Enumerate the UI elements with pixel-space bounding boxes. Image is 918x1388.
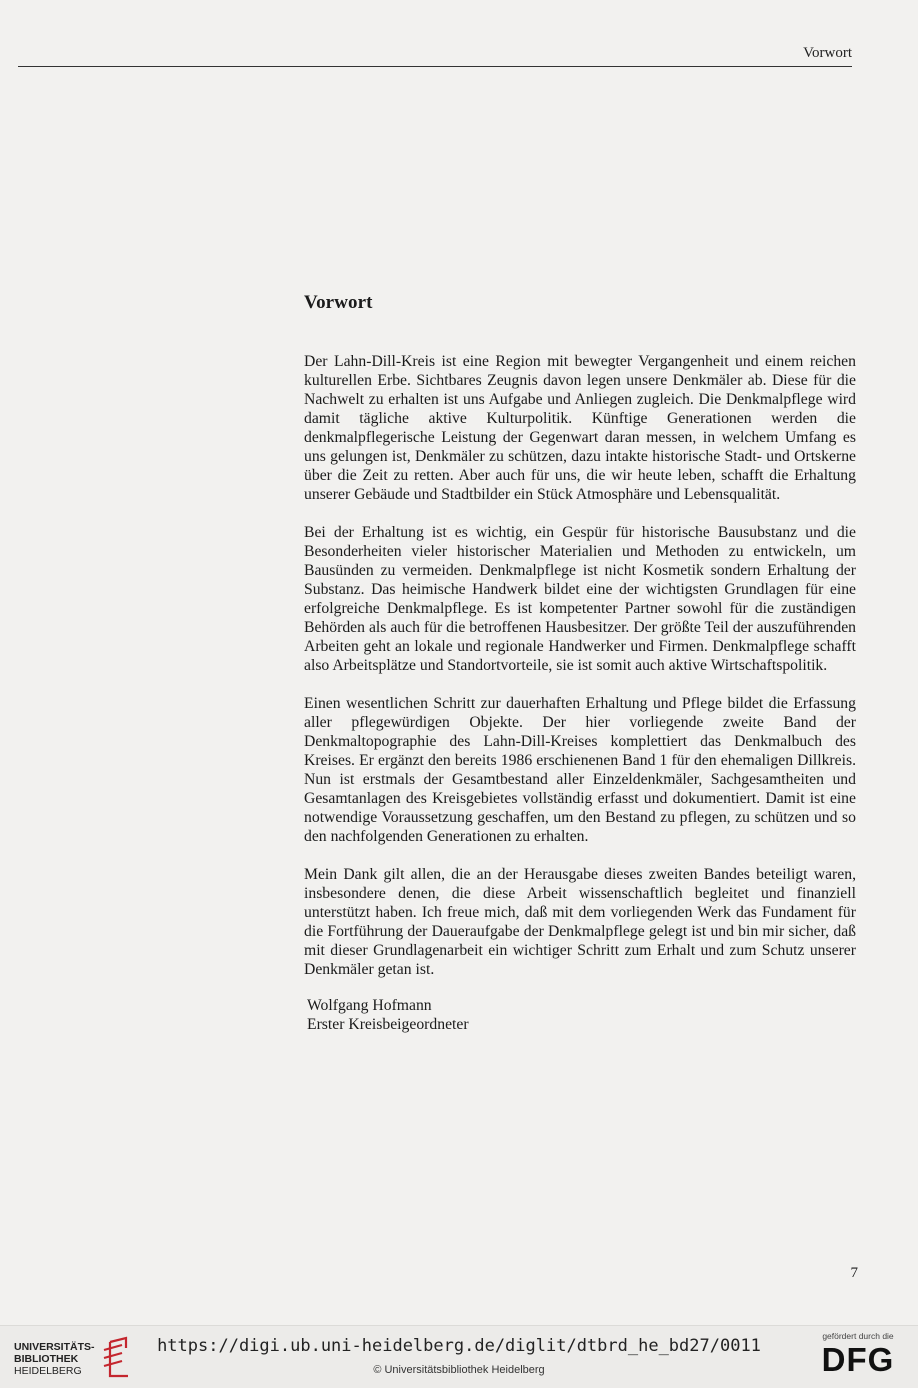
header-rule <box>18 66 852 67</box>
dfg-wordmark: DFG <box>821 1341 895 1378</box>
library-name-line3: HEIDELBERG <box>14 1365 82 1377</box>
funding-note: gefördert durch die <box>822 1331 894 1341</box>
article-title: Vorwort <box>304 292 373 313</box>
article <box>304 292 856 1034</box>
copyright-notice: © Universitätsbibliothek Heidelberg <box>373 1364 545 1376</box>
paragraph-1: Der Lahn-Dill-Kreis ist eine Region mit bewegter Vergangenheit und einem reichen kulturellen Erbe. Sichtbares Zeugnis davon legen unsere Denkmäler ab. Diese für die Nachwelt zu erhalten ist uns Aufgabe und Anliegen zugleich. Die Denkmalpflege wird damit tägliche aktive Kulturpolitik. Künftige Generationen werden die denkmalpflegerische Leistung der Gegenwart daran messen, in welchem Umfang es uns gelungen ist, Denkmäler zu schützen, dazu intakte historische Stadt- und Ortskerne über die Zeit zu retten. Aber auch für uns, die wir heute leben, schafft die Erhaltung unserer Gebäude und Stadtbilder ein Stück Atmosphäre und Lebensqualität. <box>304 353 856 503</box>
running-head: Vorwort <box>803 45 852 61</box>
paragraph-2: Bei der Erhaltung ist es wichtig, ein Gespür für historische Bausubstanz und die Besonderheiten vieler historischer Materialien und Methoden zu entwickeln, um Bausünden zu vermeiden. Denkmalpflege ist nicht Kosmetik sondern Erhaltung der Substanz. Das heimische Handwerk bildet eine der wichtigsten Grundlagen für eine erfolgreiche Denkmalpflege. Es ist kompetenter Partner sowohl für die zuständigen Behörden als auch für die betroffenen Hausbesitzer. Der größte Teil der auszuführenden Arbeiten geht an lokale und regionale Handwerker und Firmen. Denkmalpflege schafft also Arbeitsplätze und Standortvorteile, sie ist somit auch aktive Wirtschaftspolitik. <box>304 524 856 674</box>
paragraph-4: Mein Dank gilt allen, die an der Herausgabe dieses zweiten Bandes beteiligt waren, insbesondere denen, die diese Arbeit wissenschaftlich begleitet und finanziell unterstützt haben. Ich freue mich, daß mit dem vorliegenden Werk das Fundament für die Fortführung der Daueraufgabe der Denkmalpflege gelegt ist und bin mir sicher, daß mit dieser Grundlagenarbeit ein wichtiger Schritt zum Erhalt und zum Schutz unserer Denkmäler getan ist. <box>304 866 856 978</box>
permalink-url[interactable]: https://digi.ub.uni-heidelberg.de/diglit/dtbrd_he_bd27/0011 <box>157 1336 761 1356</box>
signature-role: Erster Kreisbeigeordneter <box>307 1016 469 1033</box>
viewer-footer <box>0 1325 918 1388</box>
library-name-line2: BIBLIOTHEK <box>14 1353 79 1365</box>
signature-block <box>304 996 856 1034</box>
dfg-logo[interactable] <box>812 1331 904 1377</box>
paragraph-3: Einen wesentlichen Schritt zur dauerhaften Erhaltung und Pflege bildet die Erfassung aller pflegewürdigen Objekte. Der hier vorliegende zweite Band der Denkmaltopographie des Lahn-Dill-Kreises komplettiert das Denkmalbuch des Kreises. Er ergänzt den bereits 1986 erschienenen Band 1 für den ehemaligen Dillkreis. Nun ist erstmals der Gesamtbestand aller Einzeldenkmäler, Sachgesamtheiten und Gesamtanlagen des Kreisgebietes vollständig erfasst und dokumentiert. Damit ist eine notwendige Voraussetzung geschaffen, um den Bestand zu pflegen, zu schützen und so den nachfolgenden Generationen zu erhalten. <box>304 695 856 845</box>
signature-name: Wolfgang Hofmann <box>307 997 432 1014</box>
library-name-line1: UNIVERSITÄTS- <box>14 1341 95 1353</box>
page-number: 7 <box>850 1265 858 1281</box>
